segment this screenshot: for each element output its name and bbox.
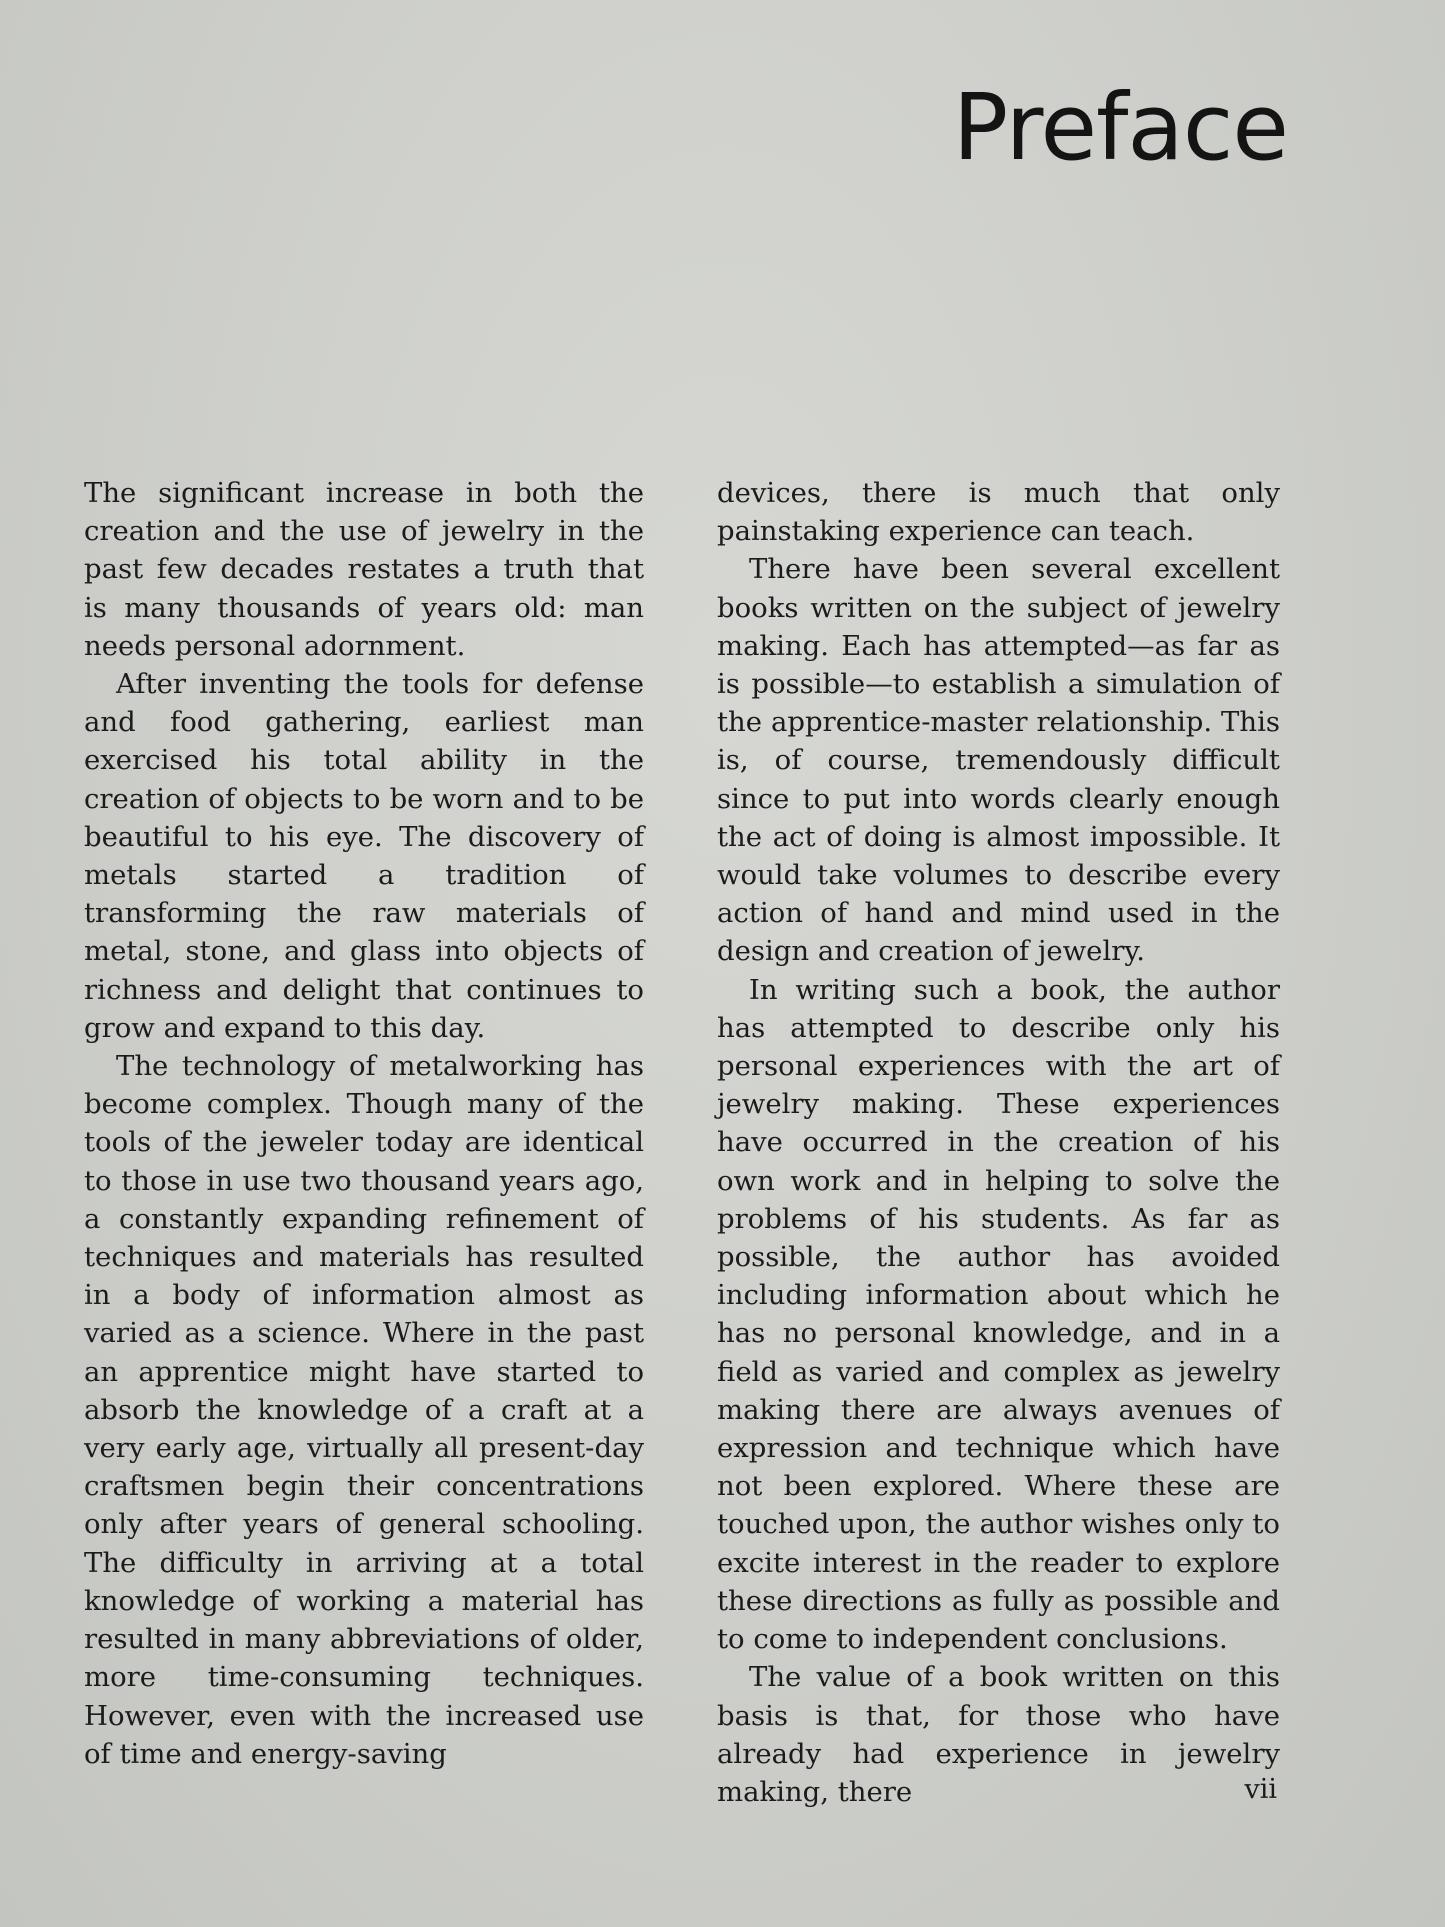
paragraph: The technology of metalworking has become complex. Though many of the tools of the jeweler today are identical to those in use two thousand years ago, a constantly expanding refinement of techniques and materials has resulted in a body of information almost as varied as a science. Where in the past an apprentice might have started to absorb the knowledge of a craft at a very early age, virtually all present-day craftsmen begin their concentrations only after years of general schooling. The difficulty in arriving at a total knowledge of working a material has resulted in many abbreviations of older, more time-consuming techniques. However, even with the increased use of time and energy-saving bbox=[84, 1050, 644, 1770]
paragraph: After inventing the tools for defense and food gathering, earliest man exercised his total ability in the creation of objects to be worn and to be beautiful to his eye. The discovery of metals started a tradition of transforming the raw materials of metal, stone, and glass into objects of richness and delight that continues to grow and expand to this day. bbox=[84, 668, 644, 1044]
page-number: vii bbox=[1244, 1774, 1277, 1805]
right-text-column bbox=[717, 474, 1280, 1811]
paragraph: devices, there is much that only painstaking experience can teach. bbox=[717, 477, 1280, 548]
paragraph: The value of a book written on this basis is that, for those who have already had experience in jewelry making, there bbox=[717, 1661, 1280, 1808]
page-title: Preface bbox=[952, 74, 1288, 181]
paragraph: In writing such a book, the author has attempted to describe only his personal experiences with the art of jewelry making. These experiences have occurred in the creation of his own work and in helping to solve the problems of his students. As far as possible, the author has avoided including information about which he has no personal knowledge, and in a field as varied and complex as jewelry making there are always avenues of expression and technique which have not been explored. Where these are touched upon, the author wishes only to excite interest in the reader to explore these directions as fully as possible and to come to independent conclusions. bbox=[717, 973, 1280, 1656]
paragraph: There have been several excellent books written on the subject of jewelry making. Each has attempted—as far as is possible—to establish a simulation of the apprentice-master relationship. This is, of course, tremendously difficult since to put into words clearly enough the act of doing is almost impossible. It would take volumes to describe every action of hand and mind used in the design and creation of jewelry. bbox=[717, 553, 1280, 968]
paragraph: The significant increase in both the creation and the use of jewelry in the past few decades restates a truth that is many thousands of years old: man needs personal adornment. bbox=[84, 477, 644, 662]
left-text-column bbox=[84, 474, 644, 1773]
